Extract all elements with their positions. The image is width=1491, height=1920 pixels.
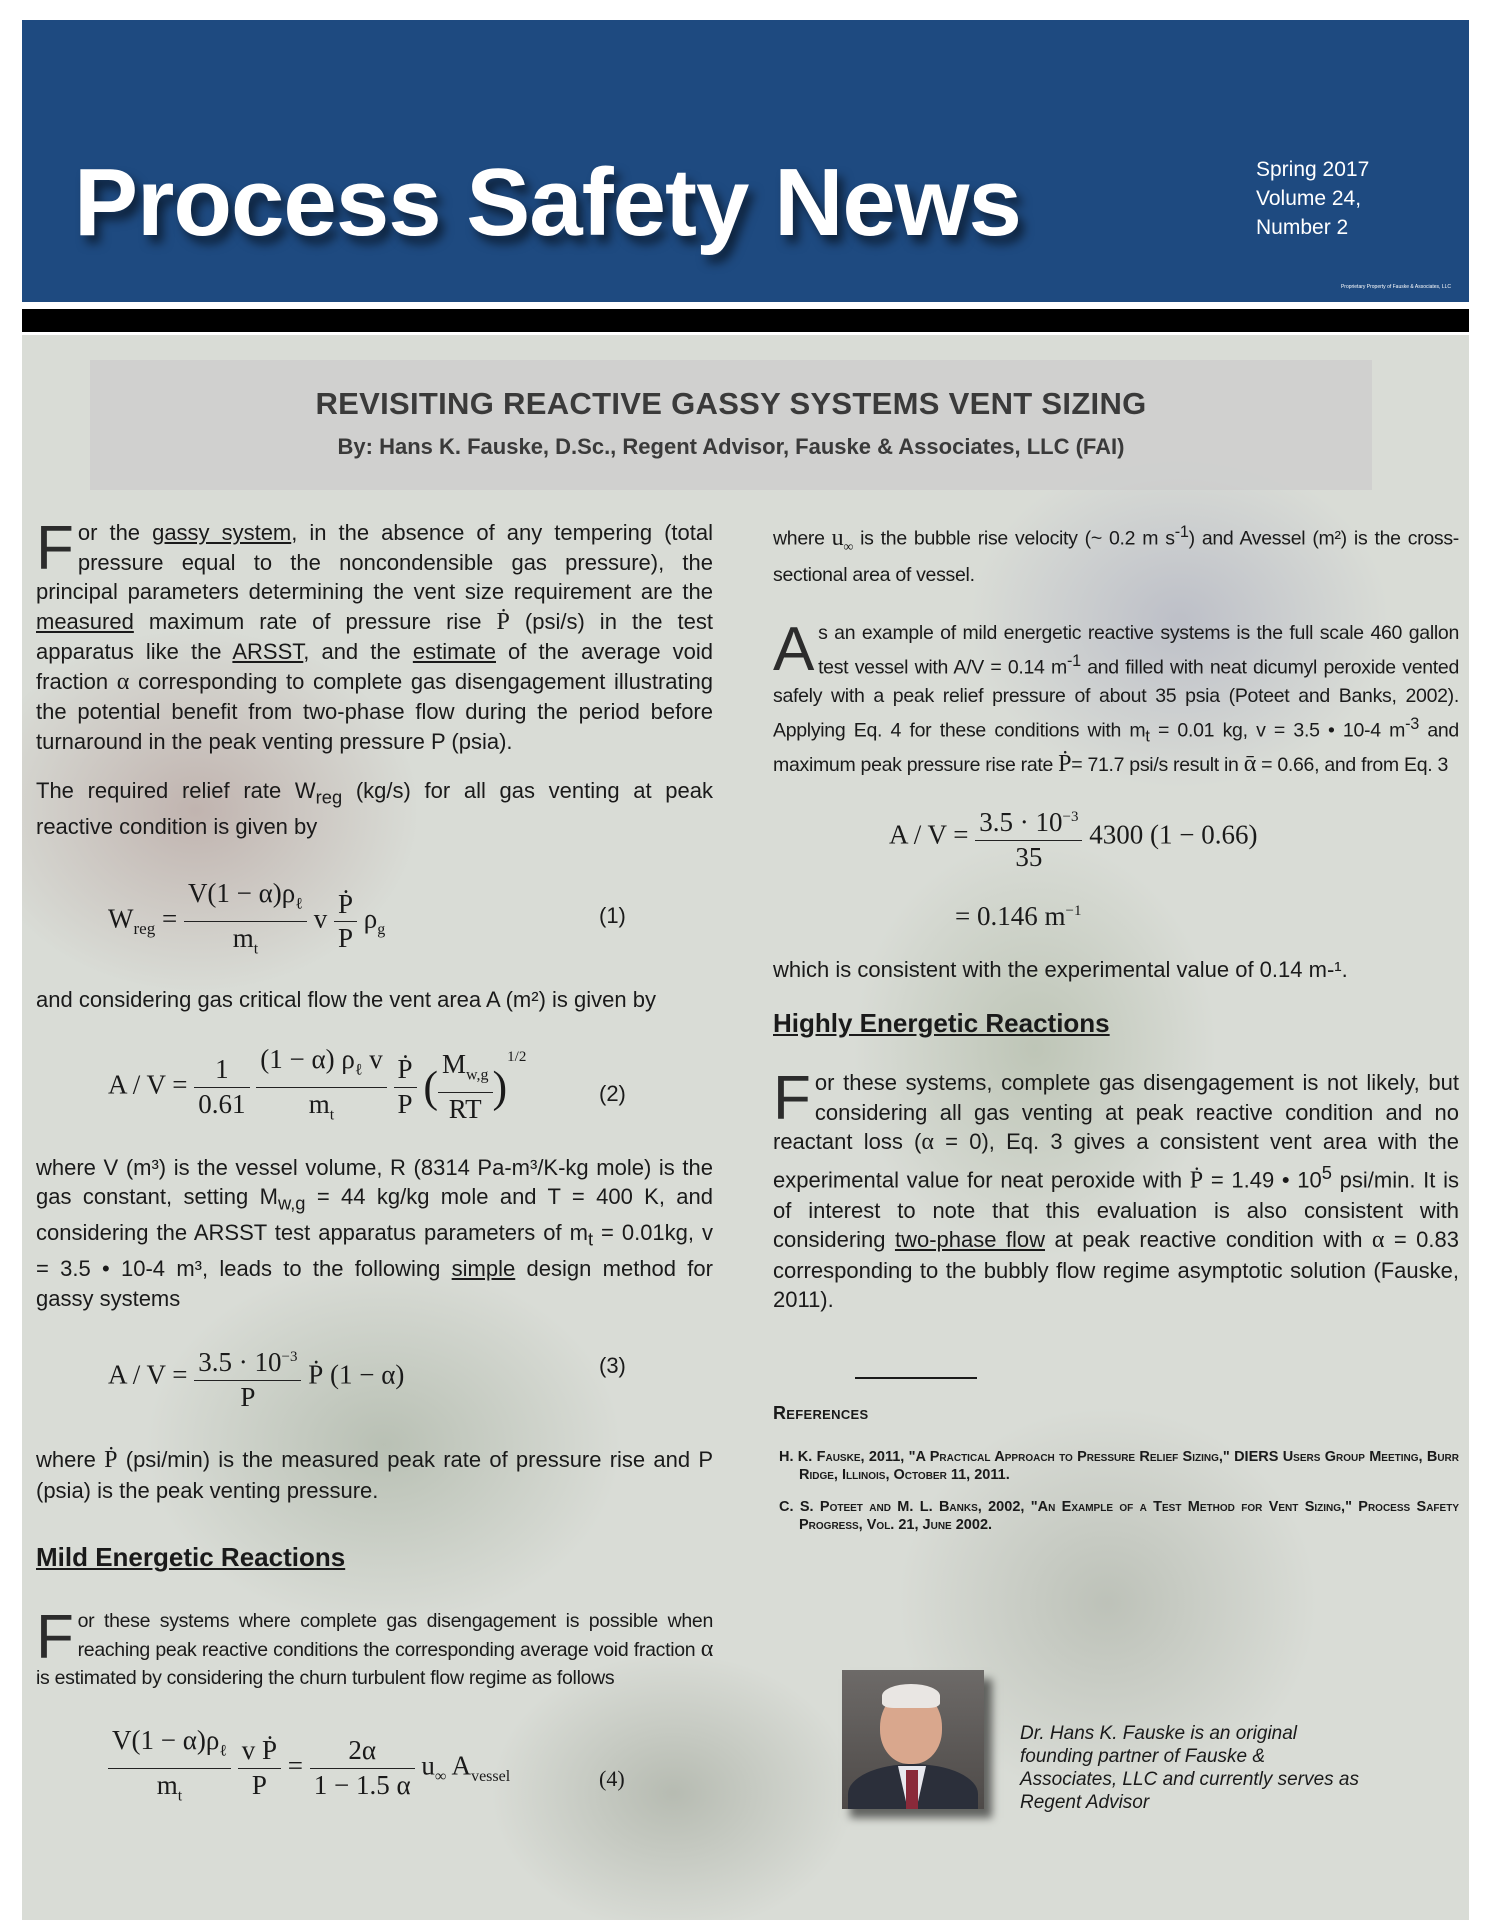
bubble-velocity-paragraph: where $u_\infty$ is the bubble rise velocity (~ 0.2 m $s^{-1}$) and Avessel (m²) is the cross-sectional area of vessel. bbox=[773, 523, 1459, 587]
equation-4-number: (4) bbox=[599, 1765, 625, 1791]
equation-2-number: (2) bbox=[599, 1080, 626, 1106]
issue-number: Number 2 bbox=[1256, 216, 1349, 239]
heading-highly-energetic: Highly Energetic Reactions bbox=[773, 1007, 1110, 1038]
dicumyl-example-paragraph: As an example of mild energetic reactive systems is the full scale 460 gallon test vessel with A/V = 0.14 $m^{-1}$ and filled with neat dicumyl peroxide vented safely with a peak relief pressure of about 35 psia (Poteet and Banks, 2002). Applying Eq. 4 for these conditions with $m_t = 0.01$ kg, v = 3.5 • 10-4 $m^{-3}$ and maximum peak pressure rise rate Ṗ= 71.7 psi/s result in ᾱ = 0.66, and from Eq. 3 bbox=[773, 615, 1459, 778]
issue-season: Spring 2017 bbox=[1256, 158, 1370, 181]
left-column bbox=[36, 514, 714, 1832]
issue-info bbox=[1256, 155, 1369, 242]
consistent-paragraph: which is consistent with the experimental value of 0.14 m-¹. bbox=[773, 957, 1348, 983]
author-caption: Dr. Hans K. Fauske is an original founding partner of Fauske & Associates, LLC and currently serves as Regent Advisor bbox=[1020, 1723, 1359, 1813]
gas-constant-paragraph: where V (m³) is the vessel volume, R (8314 Pa-m³/K-kg mole) is the gas constant, setting $M_{w,g} = 44$ kg/kg mole and T = 400 K, and considering the ARSST test apparatus parameters of $m_t = 0.01kg$, v = 3.5 • 10-4 m³, leads to the following simple design method for gassy systems bbox=[36, 1154, 714, 1311]
vent-area-paragraph: and considering gas critical flow the vent area A (m²) is given by bbox=[36, 987, 656, 1013]
heading-mild-energetic: Mild Energetic Reactions bbox=[36, 1542, 346, 1573]
p-dot-symbol: Ṗ bbox=[496, 608, 510, 635]
drop-cap: F bbox=[36, 514, 74, 583]
proprietary-notice: Proprietary Property of Fauske & Associates, LLC bbox=[1340, 284, 1451, 290]
article-byline: By: Hans K. Fauske, D.Sc., Regent Advisor, Fauske & Associates, LLC (FAI) bbox=[337, 434, 1125, 459]
equation-2: A / V = $\frac{1}{0.61}$ $\frac{(1 - \alpha) \rho_\ell v}{m_t}$ $\frac{\text{Ṗ}}{P}$ ( $\frac{M_{w,g}}{RT}$ )$^{1/2}$ (2) bbox=[108, 1043, 626, 1124]
arsst-term: ARSST bbox=[232, 639, 304, 664]
article-title-box bbox=[90, 360, 1372, 490]
reference-2: C. S. Poteet and M. L. Banks, 2002, "An Example of a Test Method for Vent Sizing," Process Safety Progress, Vol. 21, June 2002. bbox=[779, 1499, 1459, 1534]
equation-4: $\frac{V(1 - \alpha)\rho_\ell}{m_t}$ $\frac{\text{v Ṗ}}{P}$ = $\frac{2\alpha}{1 - 1.5 \alpha}$ $u_\infty$ $A_{vessel}$ (4) bbox=[36, 1722, 713, 1832]
high-paragraph: For these systems, complete gas disengagement is not likely, but considering all gas venting at peak reactive condition and no reactant loss (α = 0), Eq. 3 gives a consistent vent area with the experimental value for neat peroxide with Ṗ = 1.49 • $10^5$ psi/min. It is of interest to note that this evaluation is also consistent with considering two-phase flow at peak reactive condition with α = 0.83 corresponding to the bubbly flow regime asymptotic solution (Fauske, 2011). bbox=[773, 1064, 1460, 1313]
intro-paragraph: For the gassy system, in the absence of any tempering (total pressure equal to the noncondensible gas pressure), the principal parameters determining the vent size requirement are the measured maximum rate of pressure rise Ṗ (psi/s) in the test apparatus like the ARSST, and the estimate of the average void fraction α corresponding to complete gas disengagement illustrating the potential benefit from two-phase flow during the period before turnaround in the peak venting pressure P (psia). bbox=[36, 514, 714, 754]
alpha-symbol: α bbox=[116, 668, 130, 695]
reference-1: H. K. Fauske, 2011, "A Practical Approach to Pressure Relief Sizing," DIERS Users Group Meeting, Burr Ridge, Illinois, October 11, 2011. bbox=[779, 1449, 1459, 1484]
article-title: REVISITING REACTIVE GASSY SYSTEMS VENT SIZING bbox=[315, 386, 1147, 421]
drop-cap: F bbox=[773, 1064, 811, 1134]
peak-rate-paragraph: where Ṗ (psi/min) is the measured peak rate of pressure rise and P (psia) is the peak venting pressure. bbox=[36, 1447, 713, 1503]
equation-3: A / V = $\frac{3.5 \cdot 10^{-3}}{P}$ Ṗ (1 − α) (3) bbox=[36, 1333, 713, 1433]
mild-paragraph: For these systems where complete gas disengagement is possible when reaching peak reactive conditions the corresponding average void fraction α is estimated by considering the churn turbulent flow regime as follows bbox=[36, 1602, 713, 1689]
drop-cap: F bbox=[36, 1602, 74, 1672]
drop-cap: A bbox=[773, 615, 815, 685]
equation-1: $W_{reg}$ = $\frac{V(1 - \alpha)\rho_\ell}{m_t}$ v $\frac{\text{Ṗ}}{P}$ $\rho_g$ (1) bbox=[108, 878, 626, 958]
references-divider bbox=[855, 1377, 977, 1379]
masthead-rule bbox=[22, 309, 1469, 332]
right-column bbox=[773, 518, 1459, 1534]
issue-volume: Volume 24, bbox=[1256, 187, 1362, 210]
equation-3-number: (3) bbox=[599, 1353, 626, 1379]
equation-5-result: = 0.146 m bbox=[955, 901, 1066, 932]
relief-rate-paragraph: The required relief rate $W_{reg}$ (kg/s) for all gas venting at peak reactive condition is given by bbox=[36, 778, 714, 839]
equation-1-number: (1) bbox=[599, 903, 626, 929]
newsletter-title: Process Safety News bbox=[74, 149, 1021, 256]
equation-5: A / V = $\frac{3.5 \cdot 10^{-3}}{35}$ 4300 (1 − 0.66) = 0.146 $m^{-1}$ bbox=[773, 803, 1459, 943]
references-heading: References bbox=[773, 1402, 869, 1423]
link-gassy-system: gassy system bbox=[152, 520, 292, 545]
author-photo bbox=[842, 1670, 984, 1809]
